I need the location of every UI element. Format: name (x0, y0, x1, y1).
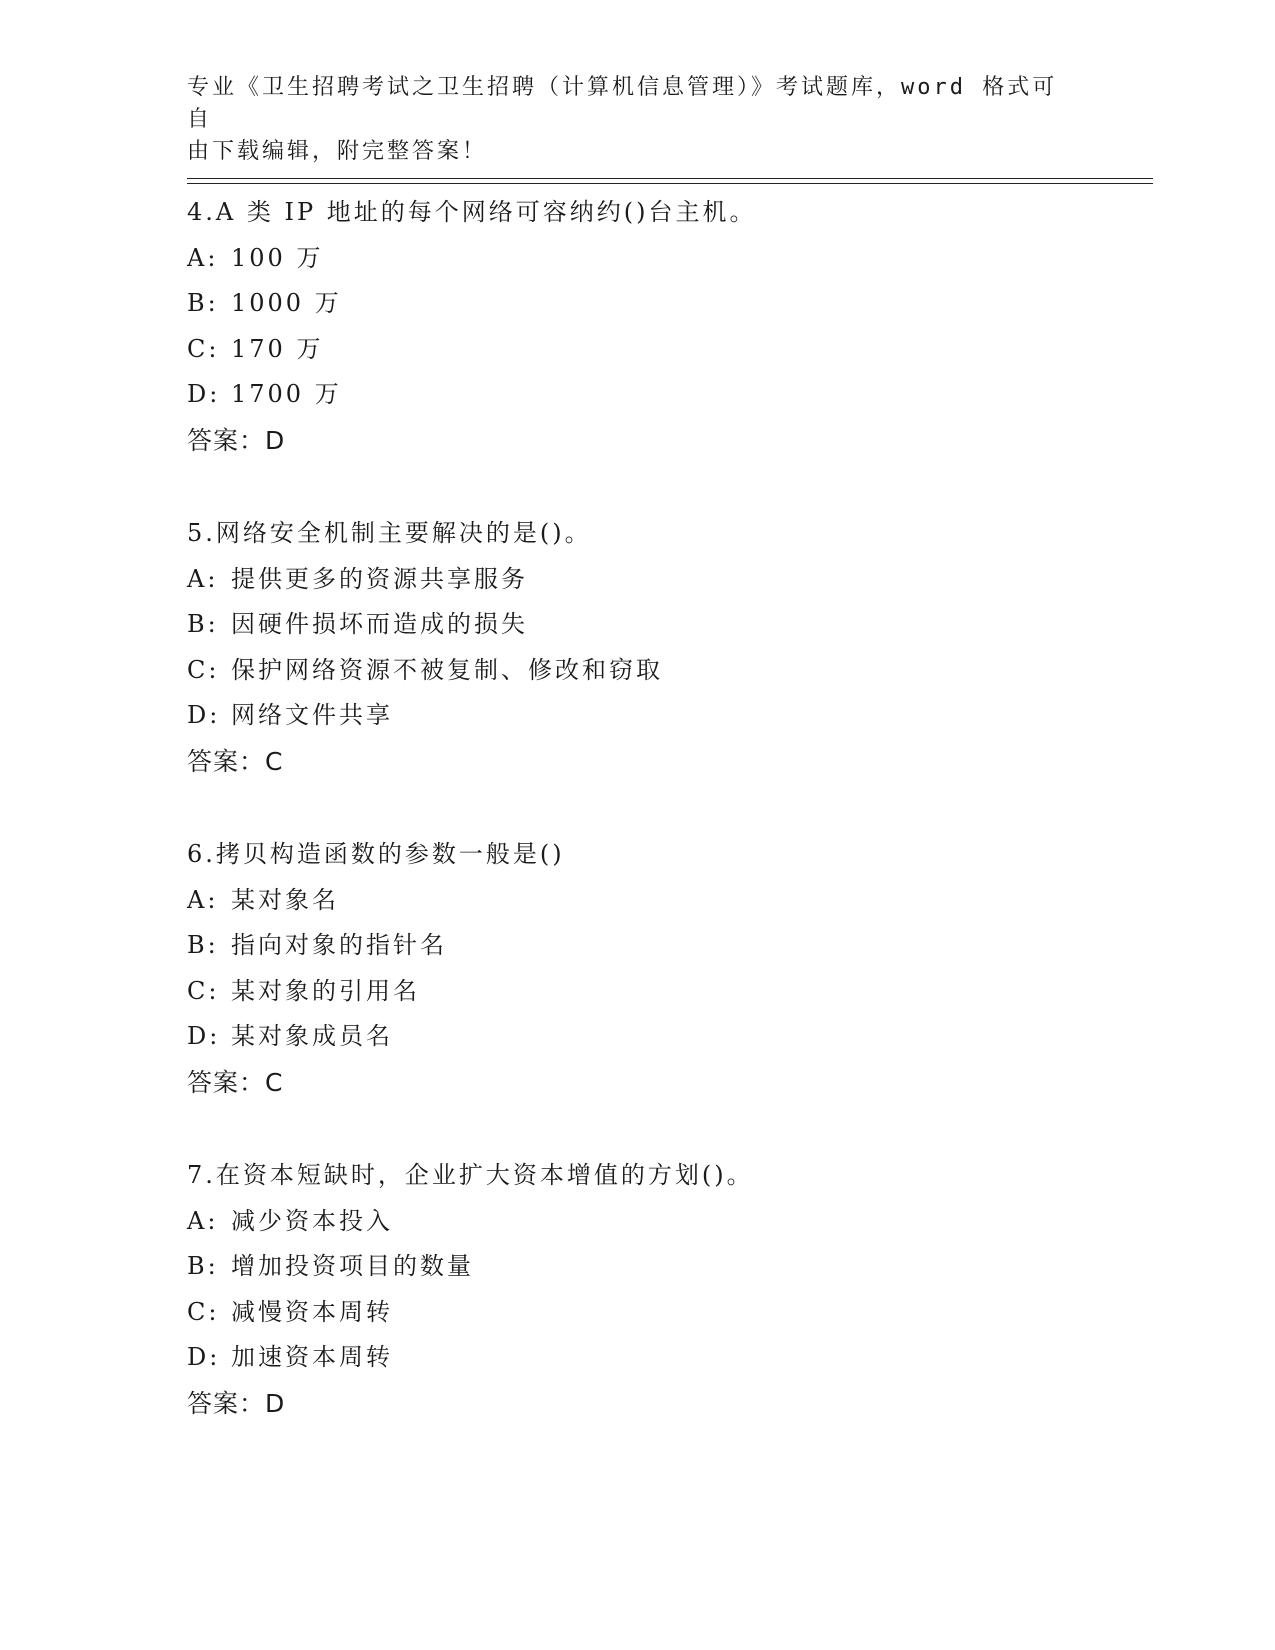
option-c (187, 327, 1147, 373)
option-text: 网络文件共享 (231, 701, 393, 729)
header-line-1: 专业《卫生招聘考试之卫生招聘（计算机信息管理）》考试题库，word 格式可自 (187, 75, 1058, 132)
option-letter: D: (187, 701, 221, 729)
option-letter: A: (187, 885, 219, 914)
option-d (187, 1014, 1147, 1060)
option-letter: A: (187, 564, 219, 593)
question-stem: 5.网络安全机制主要解决的是()。 (187, 519, 592, 547)
option-text: 某对象成员名 (231, 1022, 393, 1050)
option-letter: B: (187, 931, 219, 959)
option-text: 增加投资项目的数量 (231, 1252, 474, 1280)
question-stem: 7.在资本短缺时，企业扩大资本增值的方划()。 (187, 1161, 754, 1189)
question-block (187, 511, 1147, 784)
question-block (187, 190, 1147, 463)
document-header-note (187, 72, 1067, 168)
option-letter: B: (187, 289, 219, 317)
header-line-2: 由下载编辑，附完整答案！ (187, 139, 488, 164)
option-c (187, 969, 1147, 1015)
option-text: 某对象名 (231, 885, 339, 914)
option-text: 加速资本周转 (231, 1343, 393, 1371)
option-a (187, 236, 1147, 282)
question-list (187, 190, 1147, 1474)
option-c (187, 648, 1147, 694)
option-b (187, 1244, 1147, 1290)
option-letter: A: (187, 243, 219, 272)
answer-line: 答案：D (187, 425, 286, 455)
option-d (187, 1335, 1147, 1381)
option-text: 减慢资本周转 (231, 1297, 393, 1326)
option-text: 指向对象的指针名 (231, 931, 447, 959)
option-letter: D: (187, 1022, 221, 1050)
option-b (187, 923, 1147, 969)
answer-line: 答案：D (187, 1388, 286, 1418)
option-text: 减少资本投入 (231, 1206, 393, 1235)
option-a (187, 1199, 1147, 1245)
answer-line: 答案：C (187, 746, 284, 776)
header-double-rule (187, 178, 1153, 184)
option-b (187, 602, 1147, 648)
option-text: 提供更多的资源共享服务 (231, 564, 528, 593)
option-text: 100 万 (231, 243, 324, 272)
option-letter: C: (187, 1297, 220, 1326)
option-text: 1000 万 (231, 289, 342, 317)
option-text: 保护网络资源不被复制、修改和窃取 (231, 655, 663, 684)
option-letter: B: (187, 610, 219, 638)
option-letter: D: (187, 380, 221, 408)
option-d (187, 693, 1147, 739)
answer-line: 答案：C (187, 1067, 284, 1097)
option-letter: B: (187, 1252, 219, 1280)
option-letter: A: (187, 1206, 219, 1235)
option-text: 因硬件损坏而造成的损失 (231, 610, 528, 638)
question-block (187, 1153, 1147, 1426)
question-stem: 6.拷贝构造函数的参数一般是() (187, 840, 565, 868)
option-letter: D: (187, 1343, 221, 1371)
option-text: 170 万 (231, 334, 324, 363)
question-block (187, 832, 1147, 1105)
option-letter: C: (187, 655, 220, 684)
option-letter: C: (187, 976, 220, 1005)
question-stem: 4.A 类 IP 地址的每个网络可容纳约()台主机。 (187, 198, 757, 226)
option-c (187, 1290, 1147, 1336)
option-a (187, 557, 1147, 603)
option-a (187, 878, 1147, 924)
option-b (187, 281, 1147, 327)
option-d (187, 372, 1147, 418)
option-letter: C: (187, 334, 220, 363)
option-text: 1700 万 (231, 380, 342, 408)
option-text: 某对象的引用名 (231, 976, 420, 1005)
